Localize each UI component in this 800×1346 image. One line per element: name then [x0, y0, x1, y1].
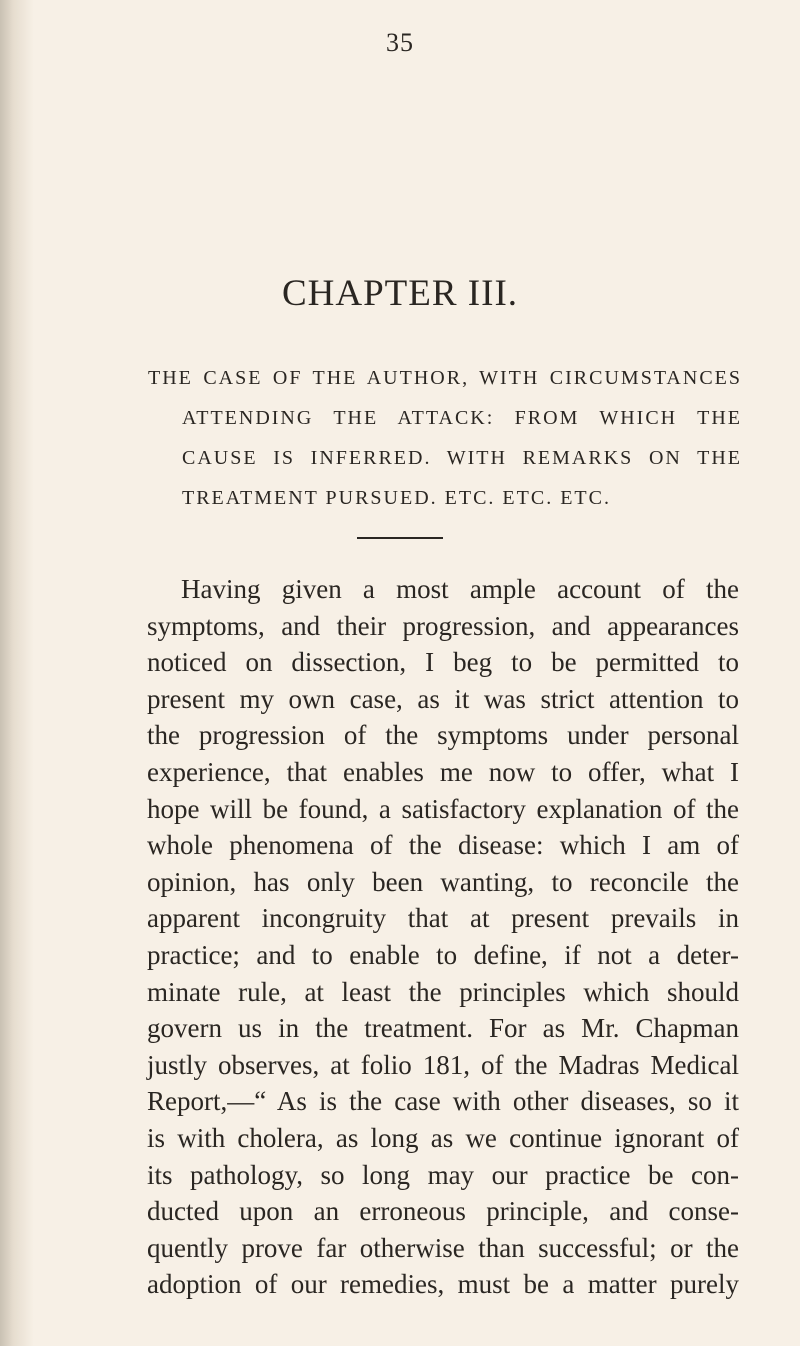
body-line: symptoms, and their progression, and appearances — [147, 610, 739, 641]
summary-line: ATTENDING THE ATTACK: FROM WHICH THE — [182, 407, 742, 429]
body-line: adoption of our remedies, must be a matter purely — [147, 1269, 739, 1300]
body-line: minate rule, at least the principles which should — [147, 976, 739, 1007]
body-line: is with cholera, as long as we continue ignorant of — [147, 1122, 739, 1153]
body-line: apparent incongruity that at present prevails in — [147, 903, 739, 934]
page-number: 35 — [386, 28, 414, 57]
page-spine-shadow — [0, 0, 34, 1346]
body-line: quently prove far otherwise than successful; or the — [147, 1232, 739, 1263]
body-line: whole phenomena of the disease: which I am of — [147, 830, 739, 861]
body-line: its pathology, so long may our practice be con- — [147, 1159, 739, 1190]
body-line: present my own case, as it was strict attention to — [147, 683, 739, 714]
summary-line: THE CASE OF THE AUTHOR, WITH CIRCUMSTANCES — [148, 367, 742, 389]
chapter-title: CHAPTER III. — [281, 273, 519, 314]
summary-line: CAUSE IS INFERRED. WITH REMARKS ON THE — [182, 447, 742, 469]
body-line: practice; and to enable to define, if not a deter- — [147, 939, 739, 970]
chapter-summary — [148, 358, 742, 518]
section-divider — [357, 537, 443, 539]
body-line: Having given a most ample account of the — [181, 574, 739, 604]
body-line: opinion, has only been wanting, to reconcile the — [147, 866, 739, 897]
body-line: ducted upon an erroneous principle, and conse- — [147, 1196, 739, 1227]
body-line: noticed on dissection, I beg to be permitted to — [147, 647, 739, 678]
summary-line: TREATMENT PURSUED. ETC. ETC. ETC. — [182, 487, 611, 509]
body-paragraph — [147, 571, 739, 1303]
body-line: hope will be found, a satisfactory explanation of the — [147, 793, 739, 824]
body-line: justly observes, at folio 181, of the Madras Medical — [147, 1049, 739, 1080]
body-line: Report,—“ As is the case with other diseases, so it — [147, 1086, 739, 1117]
body-line: experience, that enables me now to offer, what I — [147, 756, 739, 787]
body-line: the progression of the symptoms under personal — [147, 720, 739, 751]
body-line: govern us in the treatment. For as Mr. Chapman — [147, 1013, 739, 1044]
